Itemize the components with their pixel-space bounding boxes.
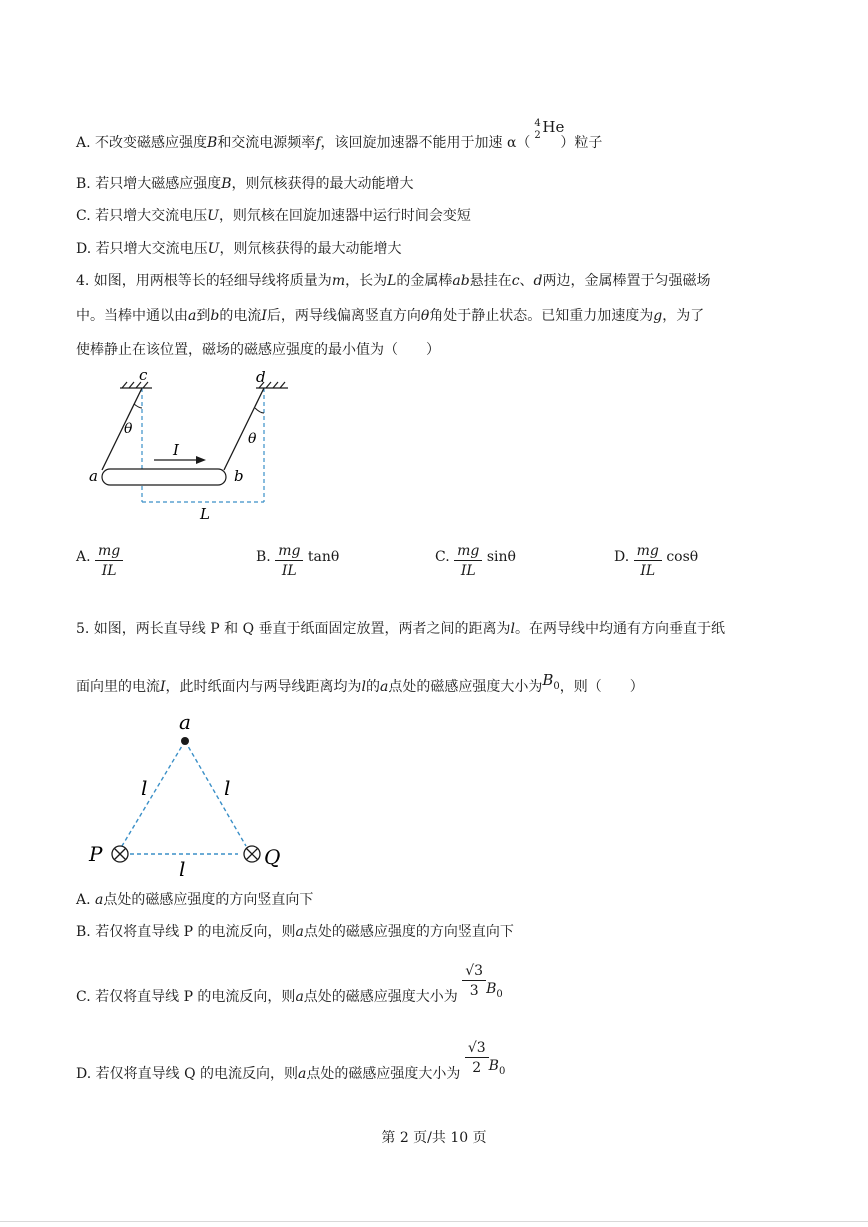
q4-stem-line-1: 4. 如图，用两根等长的轻细导线将质量为m，长为L的金属棒ab悬挂在c、d两边，金属棒置于匀强磁场 xyxy=(76,273,711,289)
label-b: b xyxy=(234,467,244,485)
q4-stem-line-3: 使棒静止在该位置，磁场的磁感应强度的最小值为（ ） xyxy=(76,342,440,358)
current-arrowhead xyxy=(196,456,206,464)
label-L: L xyxy=(200,505,210,523)
label-theta-left: θ xyxy=(124,421,133,437)
q5-option-a: A. a点处的磁感应强度的方向竖直向下 xyxy=(76,892,314,908)
label-theta-right: θ xyxy=(248,431,257,447)
label-a: a xyxy=(89,467,98,485)
bottom-divider xyxy=(0,1221,868,1222)
fraction: $\frac{mg}{IL}$ xyxy=(634,544,662,578)
page-footer: 第 2 页/共 10 页 xyxy=(381,1130,487,1146)
angle-arc-right xyxy=(255,408,264,413)
wire-right xyxy=(224,388,264,470)
q5-option-d: D. 若仅将直导线 Q 的电流反向，则a点处的磁感应强度大小为 $\frac{√3}{2}$ $B_0$ xyxy=(76,1040,506,1082)
angle-arc-left xyxy=(134,404,142,408)
q4-option-d: D. $\frac{mg}{IL}$ cosθ xyxy=(614,543,699,579)
metal-rod xyxy=(102,469,226,485)
fraction: $\frac{mg}{IL}$ xyxy=(95,544,123,578)
q4-option-b: B. $\frac{mg}{IL}$ tanθ xyxy=(256,543,340,579)
point-a xyxy=(181,737,189,745)
label-l-right: l xyxy=(224,776,231,800)
label-l-bottom: l xyxy=(179,857,186,880)
label-P: P xyxy=(89,842,103,866)
wire-Q-into-page xyxy=(244,846,260,862)
q3-option-a: A. 不改变磁感应强度B和交流电源频率f，该回旋加速器不能用于加速 α（ 4 2 He ）粒子 xyxy=(76,118,603,151)
q5-option-b: B. 若仅将直导线 P 的电流反向，则a点处的磁感应强度的方向竖直向下 xyxy=(76,924,514,940)
label-a: a xyxy=(179,710,191,734)
fraction-sqrt3-over-2: $\frac{√3}{2}$ xyxy=(465,1041,489,1075)
q4-rod-figure xyxy=(84,362,304,527)
q4-stem-line-2: 中。当棒中通以由a到b的电流I后，两导线偏离竖直方向θ角处于静止状态。已知重力加速度为g，为了 xyxy=(76,308,705,324)
wire-left xyxy=(102,388,142,470)
label-l-left: l xyxy=(141,776,148,800)
label-d: d xyxy=(256,368,266,386)
q5-stem-line-1: 5. 如图，两长直导线 P 和 Q 垂直于纸面固定放置，两者之间的距离为l。在两导线中均通有方向垂直于纸 xyxy=(76,621,725,637)
q5-wires-figure xyxy=(84,708,294,880)
q4-option-a: A. $\frac{mg}{IL}$ xyxy=(76,544,123,578)
label-current-I: I xyxy=(173,441,179,459)
q3-option-c: C. 若只增大交流电压U，则氘核在回旋加速器中运行时间会变短 xyxy=(76,208,471,224)
fraction: $\frac{mg}{IL}$ xyxy=(275,544,303,578)
q5-stem-line-2: 面向里的电流I，此时纸面内与两导线距离均为l的a点处的磁感应强度大小为$B_0$，则（ ） xyxy=(76,671,644,695)
fraction: $\frac{mg}{IL}$ xyxy=(454,544,482,578)
label-Q: Q xyxy=(264,845,281,869)
q4-option-c: C. $\frac{mg}{IL}$ sinθ xyxy=(435,543,516,579)
q3-option-b: B. 若只增大磁感应强度B，则氘核获得的最大动能增大 xyxy=(76,176,414,192)
fraction-sqrt3-over-3: $\frac{√3}{3}$ xyxy=(462,964,486,998)
q3-option-d: D. 若只增大交流电压U，则氘核获得的最大动能增大 xyxy=(76,241,402,257)
label-c: c xyxy=(139,366,148,384)
wire-P-into-page xyxy=(112,846,128,862)
q5-option-c: C. 若仅将直导线 P 的电流反向，则a点处的磁感应强度大小为 $\frac{√3}{3}$ $B_0$ xyxy=(76,963,503,1005)
helium-isotope: 4 2 He xyxy=(534,118,565,141)
